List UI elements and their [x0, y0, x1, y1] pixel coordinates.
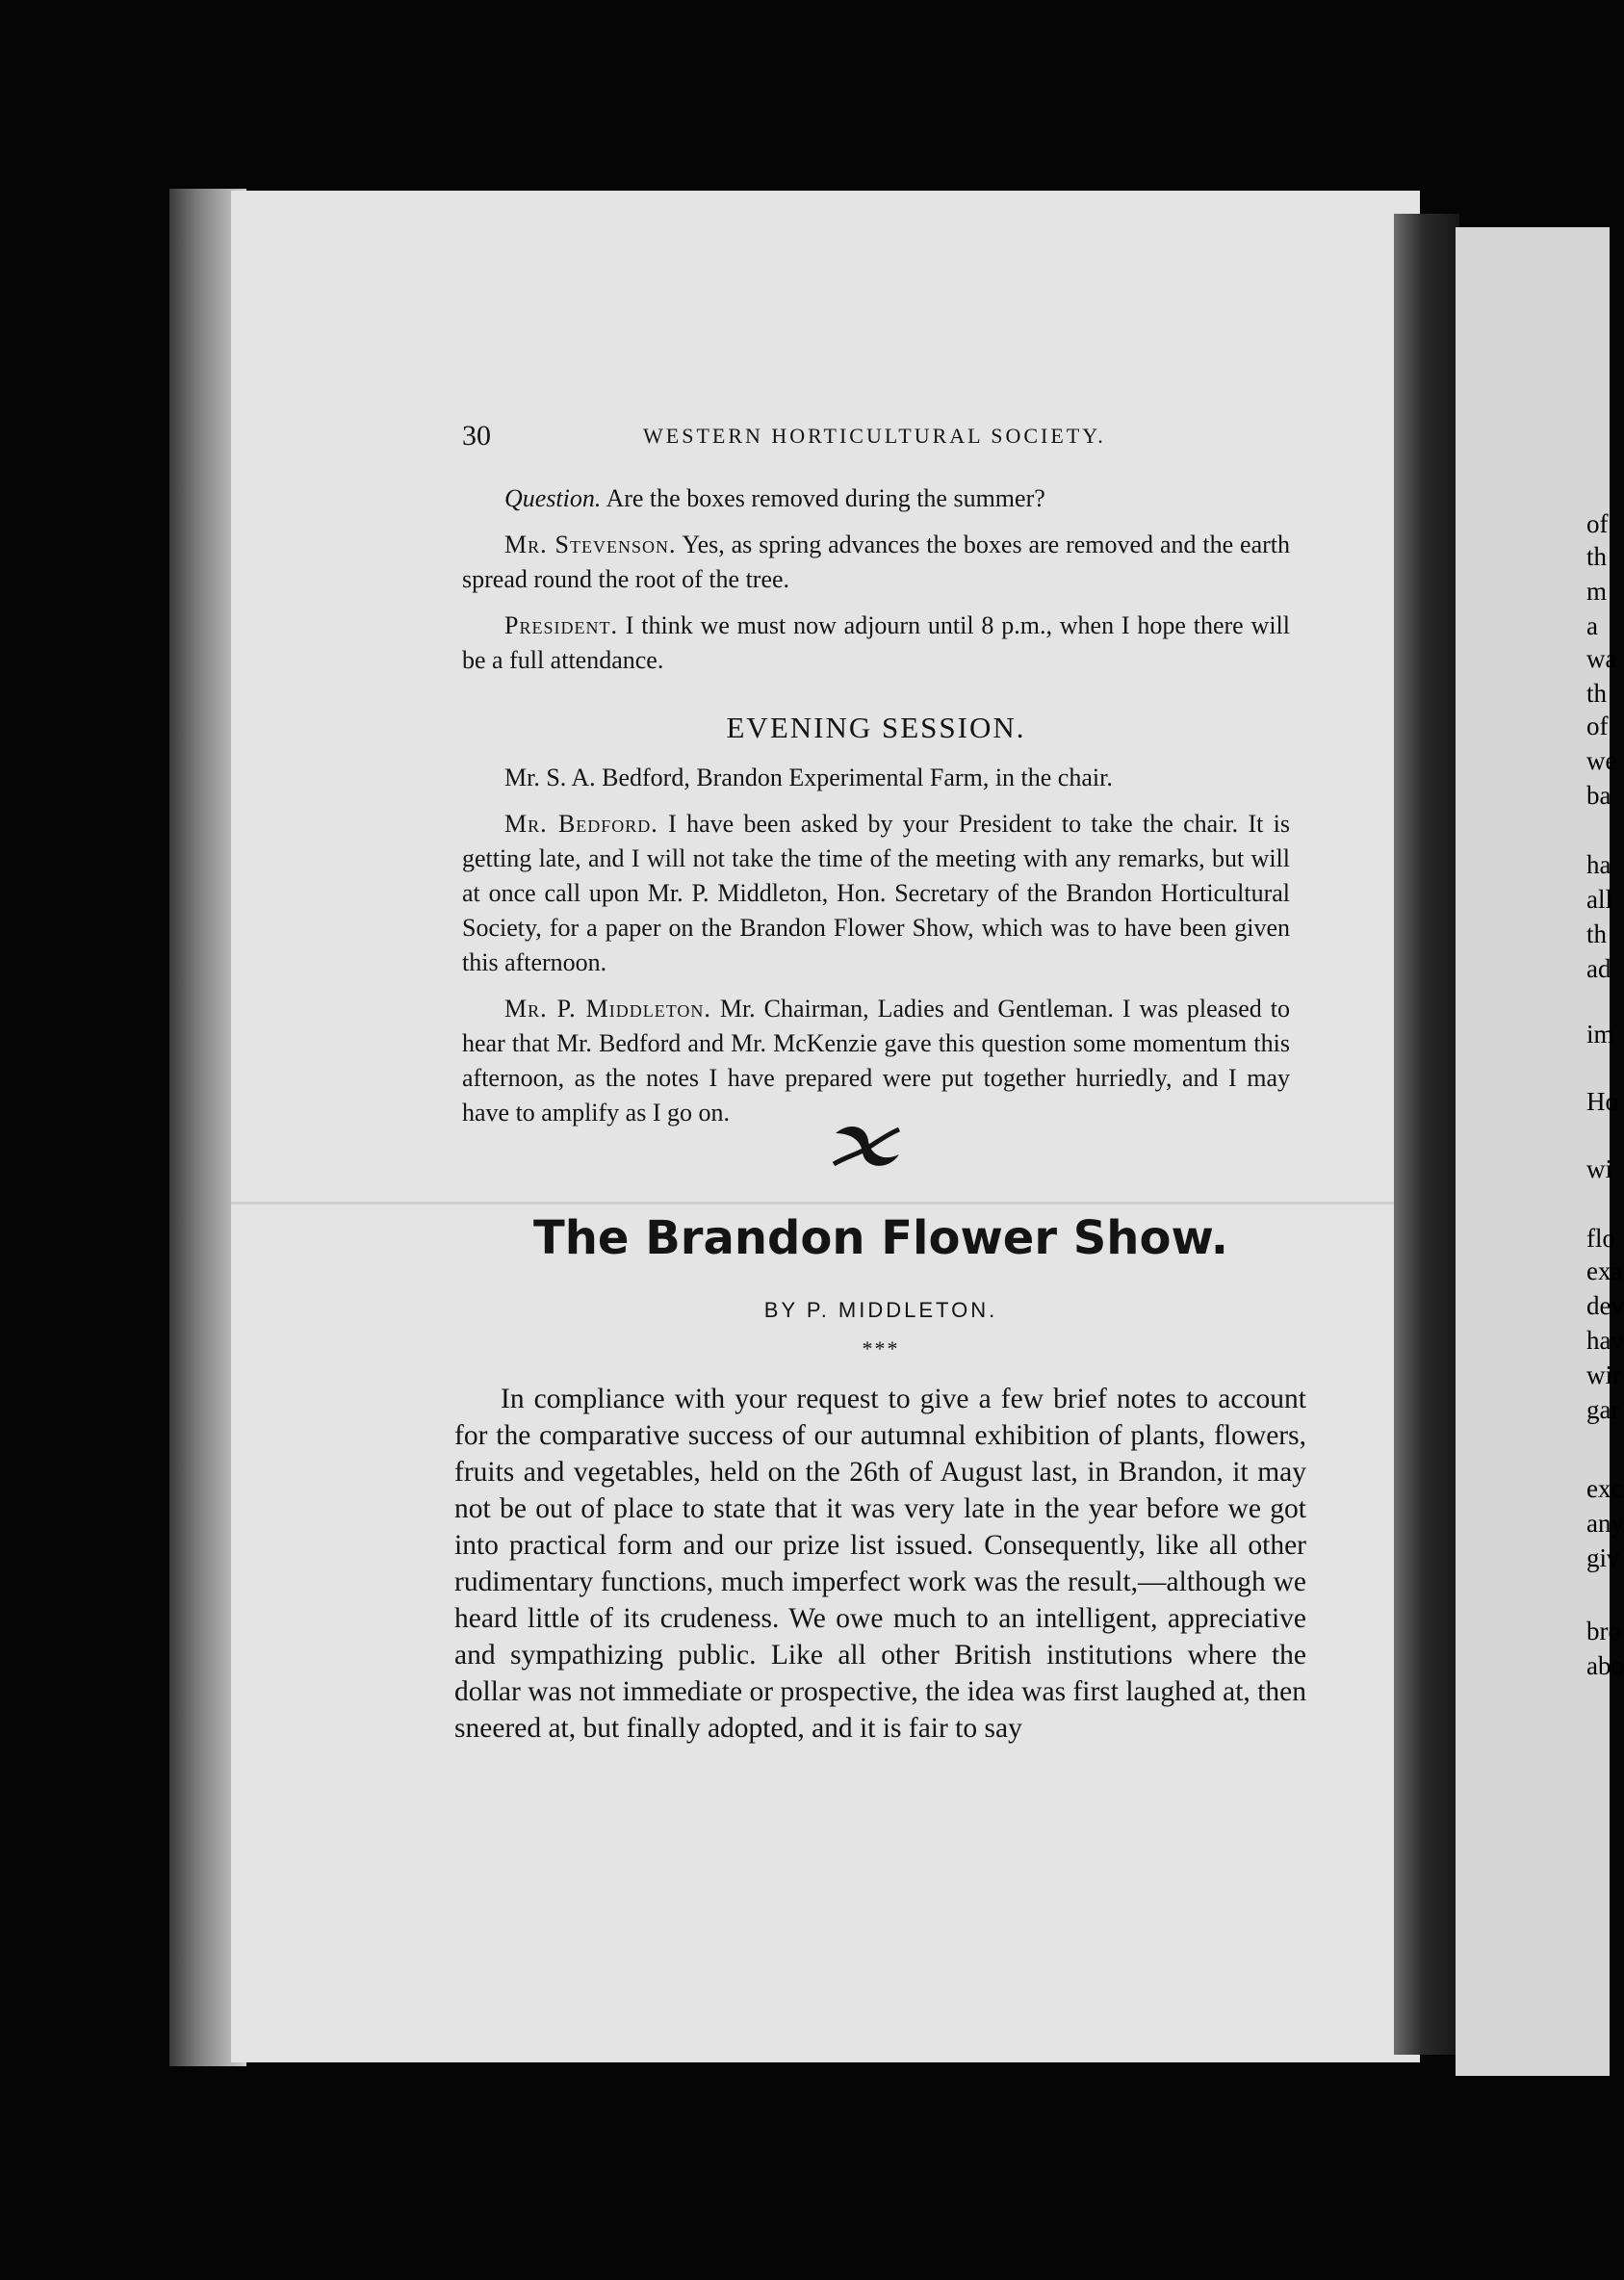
question-label: Question. [504, 484, 602, 512]
article-paragraph: In compliance with your request to give a few brief notes to account for the comparative success of our autumnal exhibition of plants, flowers, fruits and vegetables, held on the 26th of August last, in Brandon, it may not be out of place to state that it was very late in the year before we got into practical form and our prize list issued. Consequently, like all other rudimentary functions, much imperfect work was the result,—although we heard little of its crudeness. We owe much to an intelligent, appreciative and sympathizing public. Like all other British institutions where the dollar was not immediate or prospective, the idea was first laughed at, then sneered at, but finally adopted, and it is fair to say [454, 1384, 1306, 1744]
next-page-fragment: wa [1586, 644, 1617, 673]
next-page-fragment: gar [1586, 1395, 1620, 1424]
next-page-fragment: flo [1586, 1224, 1615, 1253]
next-page-fragment: th [1586, 679, 1608, 708]
next-page-fragment: Ho [1586, 1087, 1618, 1116]
section-separator: *** [862, 1336, 900, 1360]
evening-session-heading: EVENING SESSION. [726, 711, 1026, 744]
article-body [454, 1381, 1306, 1747]
next-page-fragment: bro [1586, 1617, 1621, 1645]
bedford-paragraph [462, 807, 1290, 980]
next-page-fragment: th [1586, 542, 1608, 571]
next-page-fragment: exa [1586, 1257, 1623, 1285]
next-page-fragment: th [1586, 920, 1608, 948]
next-page-edge [1456, 227, 1624, 2076]
next-page-fragment: of [1586, 712, 1609, 740]
document-page [231, 191, 1420, 2062]
next-page-fragment: all [1586, 885, 1612, 914]
bedford-text: I have been asked by your President to take the chair. It is getting late, and I will not take the time of the meeting with any remarks, but will at once call upon Mr. P. Middleton, Hon. Secretary of the Brandon Horticultural Society, for a paper on the Brandon Flower Show, which was to have been given this afternoon. [462, 810, 1291, 976]
stevenson-speaker: Mr. Stevenson. [504, 531, 677, 558]
next-page-fragment: ad [1586, 954, 1611, 983]
next-page-fragment: exc [1586, 1474, 1623, 1503]
page-number: 30 [462, 420, 491, 452]
bedford-speaker: Mr. Bedford. [504, 810, 658, 838]
middleton-text: Mr. Chairman, Ladies and Gentleman. I was pleased to hear that Mr. Bedford and Mr. McKenzie gave this question some momentum this afternoon, as the notes I have prepared were put together hurriedly, and I may have to amplify as I go on. [462, 995, 1290, 1127]
stevenson-paragraph [462, 528, 1290, 597]
running-title: WESTERN HORTICULTURAL SOCIETY. [643, 424, 1106, 448]
next-page-fragment: im [1586, 1020, 1614, 1049]
next-page-fragment: giv [1586, 1543, 1620, 1572]
president-text: I think we must now adjourn until 8 p.m., when I hope there will be a full attendance. [462, 611, 1290, 674]
page-header [231, 420, 1420, 458]
middleton-speaker: Mr. P. Middleton. [504, 995, 711, 1023]
next-page-fragment: wir [1586, 1360, 1621, 1389]
next-page-fragment: we [1586, 746, 1617, 775]
fleuron-ornament-icon [828, 1120, 905, 1178]
middleton-paragraph [462, 992, 1290, 1130]
next-page-fragment: ha [1586, 850, 1611, 879]
president-paragraph [462, 609, 1290, 678]
book-gutter [1394, 214, 1459, 2055]
next-page-fragment: hav [1586, 1326, 1624, 1355]
next-page-fragment: any [1586, 1509, 1624, 1538]
article-title: The Brandon Flower Show. [533, 1211, 1228, 1265]
stevenson-text: Yes, as spring advances the boxes are removed and the earth spread round the root of the tree. [462, 531, 1291, 593]
evening-block [462, 761, 1290, 1142]
next-page-fragment: wi [1586, 1154, 1612, 1183]
next-page-fragment: abo [1586, 1651, 1624, 1680]
question-paragraph [462, 481, 1290, 516]
next-page-fragment: dev [1586, 1291, 1624, 1320]
question-block [462, 481, 1290, 689]
next-page-fragment: m [1586, 577, 1608, 606]
article-byline: BY P. MIDDLETON. [763, 1298, 998, 1322]
next-page-fragment: a [1586, 611, 1598, 640]
president-speaker: President. [504, 611, 618, 639]
next-page-fragment: of [1586, 509, 1609, 538]
question-text: Are the boxes removed during the summer? [601, 484, 1045, 512]
next-page-fragment: ba [1586, 781, 1611, 810]
chair-line: Mr. S. A. Bedford, Brandon Experimental Farm, in the chair. [504, 764, 1113, 791]
